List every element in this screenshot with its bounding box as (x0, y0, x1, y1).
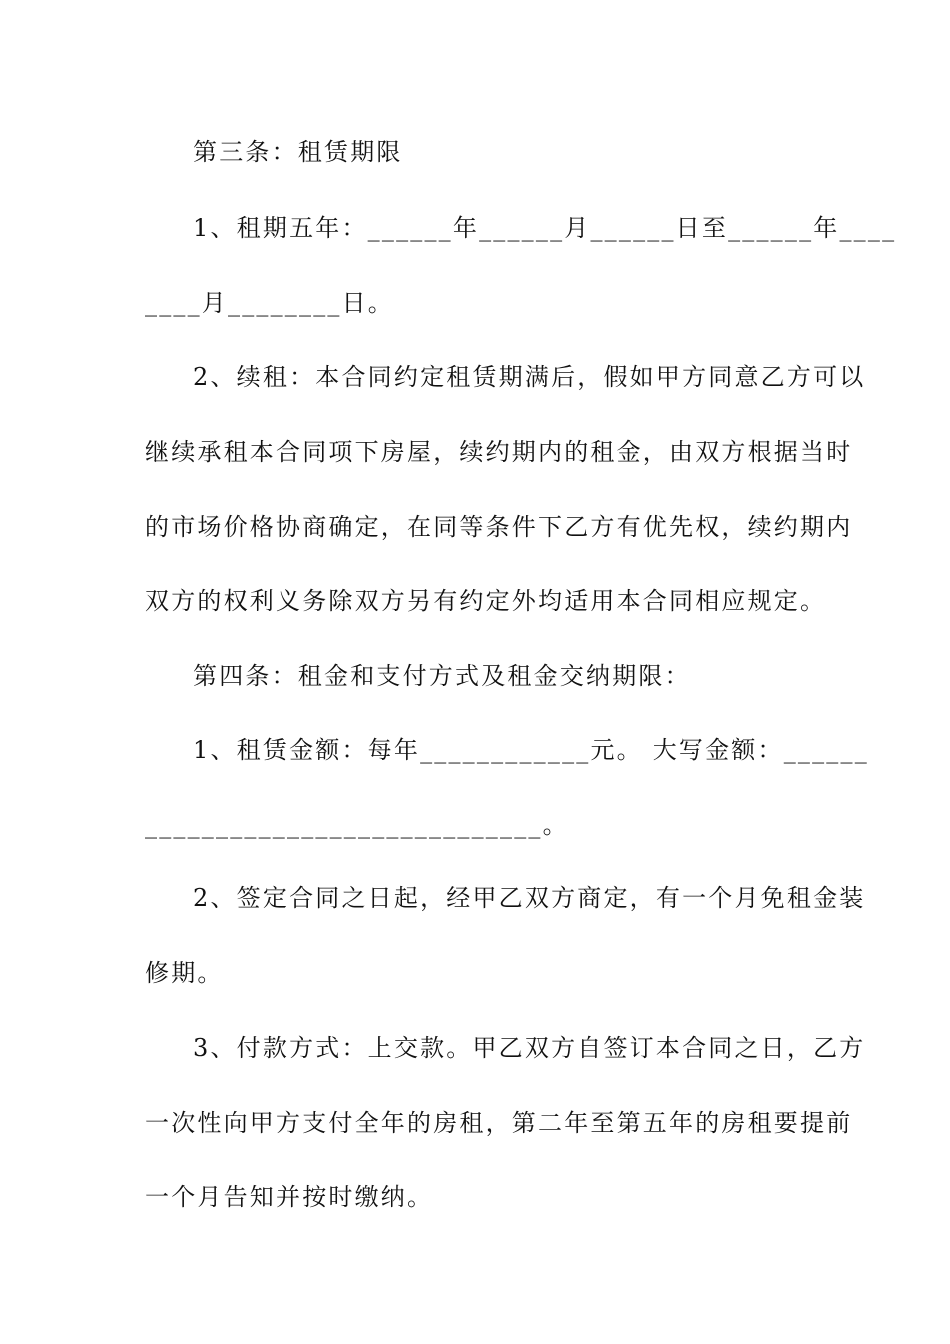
payment-clause-line-3: 一个月告知并按时缴纳。 (145, 1183, 434, 1211)
rent-amount-clause-line-1: 1、租赁金额：每年____________元。 大写金额：______ (193, 736, 869, 764)
renewal-clause-line-1: 2、续租：本合同约定租赁期满后，假如甲方同意乙方可以 (193, 363, 866, 391)
renewal-clause-line-4: 双方的权利义务除双方另有约定外均适用本合同相应规定。 (145, 587, 827, 615)
article-4-heading: 第四条：租金和支付方式及租金交纳期限： (193, 662, 691, 690)
rent-amount-clause-line-2: ____________________________。 (145, 811, 569, 839)
renewal-clause-line-2: 继续承租本合同项下房屋，续约期内的租金，由双方根据当时 (145, 438, 853, 466)
payment-clause-line-2: 一次性向甲方支付全年的房租，第二年至第五年的房租要提前 (145, 1109, 853, 1137)
renewal-clause-line-3: 的市场价格协商确定，在同等条件下乙方有优先权，续约期内 (145, 513, 853, 541)
lease-term-clause-line-2: ____月________日。 (145, 289, 394, 317)
rent-free-clause-line-1: 2、签定合同之日起，经甲乙双方商定，有一个月免租金装 (193, 884, 866, 912)
rent-free-clause-line-2: 修期。 (145, 959, 224, 987)
lease-term-clause-line-1: 1、租期五年：______年______月______日至______年____ (193, 214, 897, 242)
payment-clause-line-1: 3、付款方式：上交款。甲乙双方自签订本合同之日，乙方 (193, 1034, 866, 1062)
article-3-heading: 第三条：租赁期限 (193, 138, 403, 166)
